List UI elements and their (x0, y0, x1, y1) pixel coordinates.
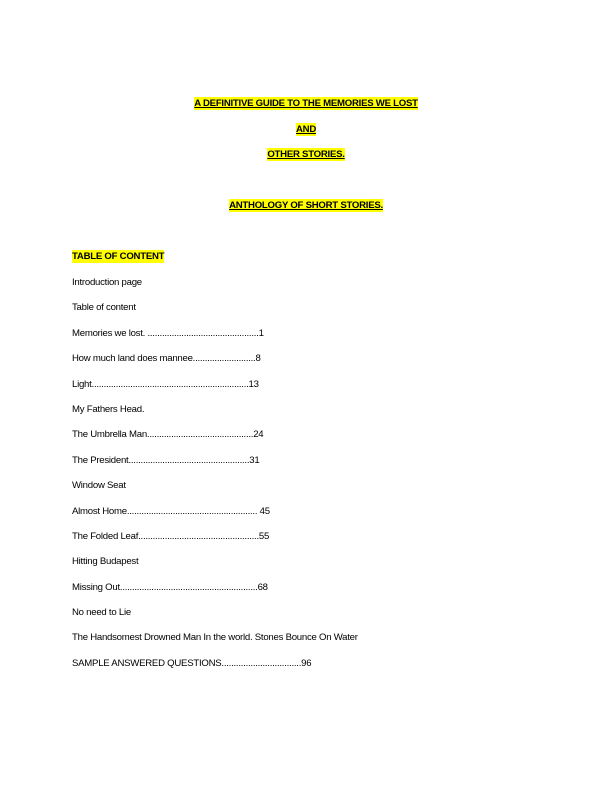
title-text: A DEFINITIVE GUIDE TO THE MEMORIES WE LOST (194, 98, 418, 109)
toc-item: My Fathers Head. (72, 403, 145, 415)
toc-item: Hitting Budapest (72, 556, 139, 568)
toc-item: Almost Home...................................................... 45 (72, 505, 270, 517)
title-text: OTHER STORIES. (267, 149, 345, 160)
toc-item: Window Seat (72, 480, 126, 492)
title-text: AND (295, 124, 317, 135)
title-line-1 (0, 98, 612, 110)
title-line-2 (0, 124, 612, 136)
toc-item: How much land does mannee..........................8 (72, 353, 261, 365)
toc-list (72, 277, 358, 683)
toc-item: The Umbrella Man............................................24 (72, 429, 264, 441)
toc-item: The Handsomest Drowned Man In the world. Stones Bounce On Water (72, 632, 358, 644)
toc-item: The Folded Leaf..................................................55 (72, 530, 270, 542)
title-line-3 (0, 149, 612, 161)
toc-item: Memories we lost. ..............................................1 (72, 327, 264, 339)
subtitle-text: ANTHOLOGY OF SHORT STORIES. (229, 200, 383, 211)
toc-heading (72, 251, 164, 263)
toc-item: Introduction page (72, 277, 142, 288)
toc-item: Missing Out.........................................................68 (72, 581, 268, 593)
toc-heading-text: TABLE OF CONTENT (72, 251, 165, 262)
toc-item: The President..................................................31 (72, 454, 260, 466)
subtitle (0, 200, 612, 212)
toc-item: Light.................................................................13 (72, 378, 259, 390)
toc-item: Table of content (72, 302, 136, 314)
toc-item: SAMPLE ANSWERED QUESTIONS.................................96 (72, 657, 312, 669)
toc-item: No need to Lie (72, 607, 131, 619)
